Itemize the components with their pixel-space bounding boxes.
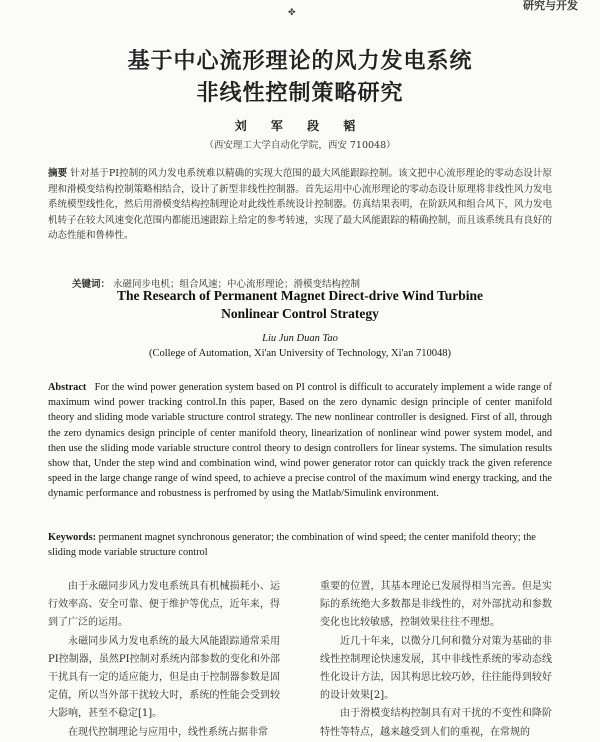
cn-abstract-text: 针对基于PI控制的风力发电系统难以精确的实现大范围的最大风能跟踪控制。该文把中心流形理论的零动态设计原理和滑模变结构控制策略相结合，设计了新型非线性控制器。首先运用中心流形理论的零动态设计原理将非线性风力发电系统模型线性化，然后用滑模变结构控制理论对此线性系统设计控制器。仿真结果表明，在阶跃风和组合风下，风力发电机转子在较大风速变化范围内都能迅速跟踪上给定的参考转速，实现了最大风能跟踪的精确控制，而且该系统具有良好的动态性能和鲁棒性。 <box>48 168 552 242</box>
en-abstract <box>48 380 552 502</box>
journal-section-tag: 研究与开发 <box>523 0 578 12</box>
body-paragraph: 重要的位置，其基本理论已发展得相当完善。但是实际的系统绝大多数都是非线性的，对外部扰动和参数变化也比较敏感，控制效果往往不理想。 <box>320 581 552 629</box>
cn-affiliation: （西安理工大学自动化学院，西安 710048） <box>204 140 396 151</box>
body-paragraph: 由于永磁同步风力发电系统具有机械损耗小、运行效率高、安全可靠、便于维护等优点，近年来，得到了广泛的运用。 <box>48 581 280 629</box>
cn-keywords-label: 关键词： <box>72 279 111 290</box>
en-keywords <box>48 530 552 560</box>
cn-authors: 刘 军 段 韬 <box>234 119 366 133</box>
body-column-right <box>320 578 552 742</box>
cn-abstract <box>48 166 552 244</box>
en-keywords-label: Keywords: <box>48 532 97 543</box>
ornament-mark: ✤ <box>288 8 296 18</box>
en-keywords-text: permanent magnet synchronous generator; the combination of wind speed; the center manifold theory; the sliding mode variable structure control <box>48 532 536 559</box>
body-column-left <box>48 578 280 742</box>
body-paragraph: 近几十年来，以微分几何和微分对策为基础的非线性控制理论快速发展，其中非线性系统的零动态线性化设计方法，因其构思比较巧妙，往往能得到较好的设计效果[2]。 <box>320 635 552 702</box>
en-abstract-label: Abstract <box>48 382 87 393</box>
cn-title-line-1: 基于中心流形理论的风力发电系统 <box>127 49 473 74</box>
en-authors: Liu Jun Duan Tao <box>262 333 338 344</box>
cn-title-line-2: 非线性控制策略研究 <box>196 81 404 106</box>
body-paragraph: 在现代控制理论与应用中，线性系统占据非常 <box>68 726 268 738</box>
en-title-line-2: Nonlinear Control Strategy <box>221 306 379 321</box>
en-affiliation: (College of Automation, Xi'an University of Technology, Xi'an 710048) <box>149 348 451 359</box>
body-paragraph: 永磁同步风力发电系统的最大风能跟踪通常采用PI控制器，虽然PI控制对系统内部参数的变化和外部干扰具有一定的适应能力，但是由于控制器参数是固定值，所以当外部干扰较大时，系统的性能会受到较大影响，甚至不稳定[1]。 <box>48 635 280 720</box>
en-title-line-1: The Research of Permanent Magnet Direct-drive Wind Turbine <box>116 288 484 303</box>
body-paragraph: 由于滑模变结构控制具有对干扰的不变性和降阶特性等特点，越来越受到人们的重视，在常规的 <box>320 708 552 738</box>
en-abstract-text: For the wind power generation system based on PI control is difficult to accurately implement a wide range of maximum wind power tracking control.In this paper, Based on the zero dynamic design principle of center manifold theory and sliding mode variable structure control strategy. The new nonlinear controller is designed. First of all, through the zero dynamics design principle of center manifold theory, linearization of nonlinear wind power system model, and then use the sliding mode variable structure control theory to design controllers for linear systems. The simulation results show that, Under the step wind and combination wind, wind power generator rotor can quickly track the given reference speed in the large change range of wind speed, to achieve a precise control of the maximum wind energy tracking, and the dynamic performance and robustness is perfromed by using the Matlab/Simulink environment. <box>48 382 552 500</box>
cn-abstract-label: 摘要 <box>48 168 68 179</box>
cn-keywords-text: 永磁同步电机；组合风速；中心流形理论；滑模变结构控制 <box>113 279 361 290</box>
